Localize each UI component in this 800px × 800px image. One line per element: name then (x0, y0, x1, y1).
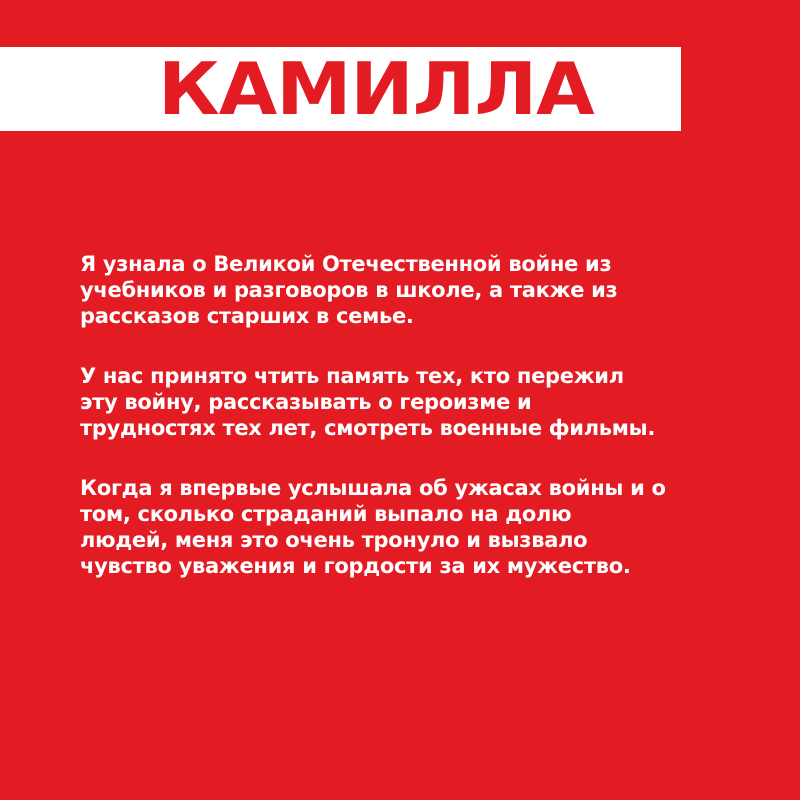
paragraph-learning: Я узнала о Великой Отечественной войне из учебников и разговоров в школе, а также из рассказов старших в семье. (80, 252, 618, 328)
title-band (0, 47, 681, 131)
paragraph-feelings: Когда я впервые услышала об ужасах войны и о том, сколько страданий выпало на долю людей, меня это очень тронуло и вызвало чувство уважения и гордости за их мужество. (80, 476, 666, 578)
paragraph-remembrance: У нас принято чтить память тех, кто пережил эту войну, рассказывать о героизме и трудностях тех лет, смотреть военные фильмы. (80, 364, 656, 440)
quote-text-block (80, 251, 740, 579)
name-title: КАМИЛЛА (158, 47, 594, 131)
